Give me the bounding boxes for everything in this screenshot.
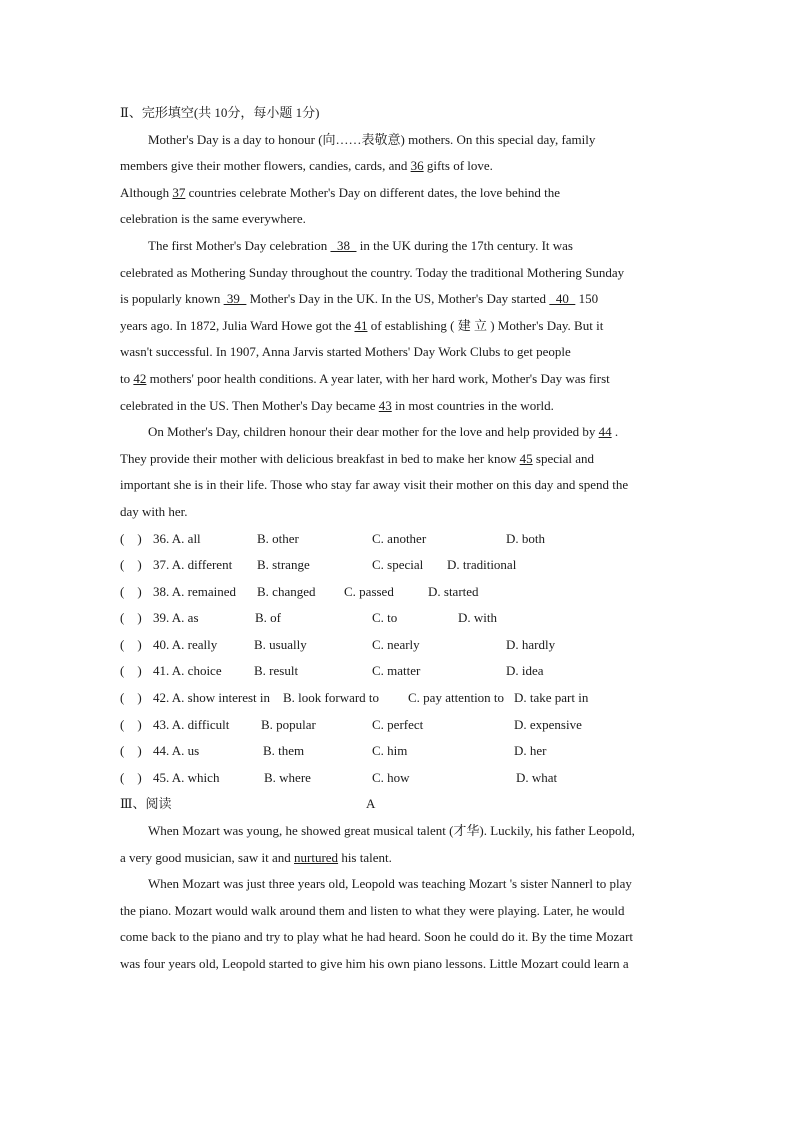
option-c: C. matter	[372, 663, 421, 679]
text-line: The first Mother's Day celebration 38 in the UK during the 17th century. It was	[148, 237, 573, 253]
question-row	[120, 526, 675, 553]
text-line: When Mozart was young, he showed great musical talent (才华). Luckily, his father Leopold,	[148, 823, 635, 839]
text-line: Although 37 countries celebrate Mother's Day on different dates, the love behind the	[120, 184, 561, 200]
text-line: When Mozart was just three years old, Leopold was teaching Mozart 's sister Nannerl to play	[148, 876, 632, 892]
option-c: C. how	[372, 769, 410, 785]
text-line: important she is in their life. Those who stay far away visit their mother on this day and spend the	[120, 477, 629, 493]
option-d: D. take part in	[514, 690, 589, 706]
answer-bracket: ( )	[120, 583, 142, 599]
section-2-title: Ⅱ、完形填空(共 10分，每小题 1分)	[120, 105, 320, 120]
passage-letter: A	[366, 796, 376, 812]
option-c: C. nearly	[372, 636, 420, 652]
reading-paragraph-1	[120, 818, 675, 871]
text-line: members give their mother flowers, candies, cards, and 36 gifts of love.	[120, 158, 493, 174]
option-a: 42. A. show interest in	[153, 690, 270, 706]
passage-paragraph-2	[120, 233, 675, 419]
question-row	[120, 658, 675, 685]
passage-paragraph-1	[120, 127, 675, 233]
option-d: D. idea	[506, 663, 544, 679]
option-a: 36. A. all	[153, 530, 201, 546]
option-a: 44. A. us	[153, 743, 200, 759]
blank-45: 45	[519, 450, 533, 466]
text-line: was four years old, Leopold started to give him his own piano lessons. Little Mozart could learn a	[120, 956, 629, 971]
question-row	[120, 552, 675, 579]
question-row	[120, 712, 675, 739]
option-c: C. passed	[344, 583, 394, 599]
question-row	[120, 605, 675, 632]
answer-bracket: ( )	[120, 690, 142, 706]
option-a: 40. A. really	[153, 636, 218, 652]
option-a: 43. A. difficult	[153, 716, 230, 732]
exam-content	[120, 100, 675, 978]
text-line: They provide their mother with delicious breakfast in bed to make her know 45 special and	[120, 450, 595, 466]
option-c: C. to	[372, 610, 398, 626]
blank-42: 42	[133, 370, 147, 386]
text-line: to 42 mothers' poor health conditions. A year later, with her hard work, Mother's Day was first	[120, 370, 610, 386]
option-b: B. changed	[257, 583, 316, 599]
blank-41: 41	[354, 317, 368, 333]
option-d: D. hardly	[506, 636, 556, 652]
underlined-word: nurtured	[294, 849, 339, 865]
option-c: C. pay attention to	[408, 690, 505, 706]
text-line: celebration is the same everywhere.	[120, 211, 306, 227]
question-list	[120, 526, 675, 792]
option-a: 45. A. which	[153, 769, 220, 785]
question-row	[120, 685, 675, 712]
text-line: the piano. Mozart would walk around them and listen to what they were playing. Later, he would	[120, 902, 625, 918]
question-row	[120, 632, 675, 659]
option-a: 39. A. as	[153, 610, 199, 626]
option-b: B. popular	[261, 716, 316, 732]
text-line: celebrated as Mothering Sunday throughout the country. Today the traditional Mothering Sunday	[120, 264, 625, 280]
option-d: D. both	[506, 530, 545, 546]
answer-bracket: ( )	[120, 769, 142, 785]
answer-bracket: ( )	[120, 743, 142, 759]
option-d: D. her	[514, 743, 547, 759]
question-row	[120, 765, 675, 792]
option-b: B. other	[257, 530, 299, 546]
passage-paragraph-3	[120, 419, 675, 525]
option-c: C. special	[372, 557, 424, 573]
option-d: D. what	[516, 769, 558, 785]
option-d: D. traditional	[447, 557, 517, 573]
text-line: years ago. In 1872, Julia Ward Howe got the 41 of establishing ( 建 立 ) Mother's Day. But it	[120, 317, 604, 333]
option-c: C. another	[372, 530, 427, 546]
option-b: B. look forward to	[283, 690, 380, 706]
text-line: come back to the piano and try to play what he had heard. Soon he could do it. By the time Mozart	[120, 929, 634, 945]
blank-40: 40	[549, 291, 576, 307]
option-d: D. expensive	[514, 716, 582, 732]
answer-bracket: ( )	[120, 610, 142, 626]
answer-bracket: ( )	[120, 636, 142, 652]
blank-44: 44	[598, 424, 612, 440]
text-line: a very good musician, saw it and nurtured his talent.	[120, 849, 392, 865]
option-b: B. of	[255, 610, 281, 626]
question-row	[120, 738, 675, 765]
option-b: B. them	[263, 743, 305, 759]
blank-39: 39	[223, 291, 247, 307]
text-line: wasn't successful. In 1907, Anna Jarvis started Mothers' Day Work Clubs to get people	[120, 344, 571, 360]
answer-bracket: ( )	[120, 716, 142, 732]
answer-bracket: ( )	[120, 530, 142, 546]
reading-paragraph-2	[120, 871, 675, 977]
blank-38: 38	[330, 237, 357, 253]
section-3-title: Ⅲ、阅读	[120, 796, 172, 812]
option-a: 37. A. different	[153, 557, 233, 573]
text-line: On Mother's Day, children honour their dear mother for the love and help provided by 44 .	[148, 424, 619, 440]
option-d: D. with	[458, 610, 497, 626]
option-b: B. where	[264, 769, 311, 785]
text-line: Mother's Day is a day to honour (向……表敬意) mothers. On this special day, family	[148, 131, 596, 147]
option-a: 38. A. remained	[153, 583, 237, 599]
text-line: is popularly known 39 Mother's Day in the UK. In the US, Mother's Day started 40 150	[120, 291, 599, 307]
option-a: 41. A. choice	[153, 663, 222, 679]
blank-36: 36	[410, 158, 424, 174]
option-b: B. usually	[254, 636, 307, 652]
option-b: B. strange	[257, 557, 310, 573]
answer-bracket: ( )	[120, 663, 142, 679]
blank-43: 43	[378, 397, 392, 413]
question-row	[120, 579, 675, 606]
text-line: celebrated in the US. Then Mother's Day became 43 in most countries in the world.	[120, 397, 554, 413]
option-d: D. started	[428, 583, 479, 599]
option-c: C. perfect	[372, 716, 424, 732]
answer-bracket: ( )	[120, 557, 142, 573]
option-c: C. him	[372, 743, 408, 759]
text-line: day with her.	[120, 503, 188, 519]
option-b: B. result	[254, 663, 299, 679]
blank-37: 37	[172, 184, 186, 200]
section-3-header	[120, 791, 675, 818]
